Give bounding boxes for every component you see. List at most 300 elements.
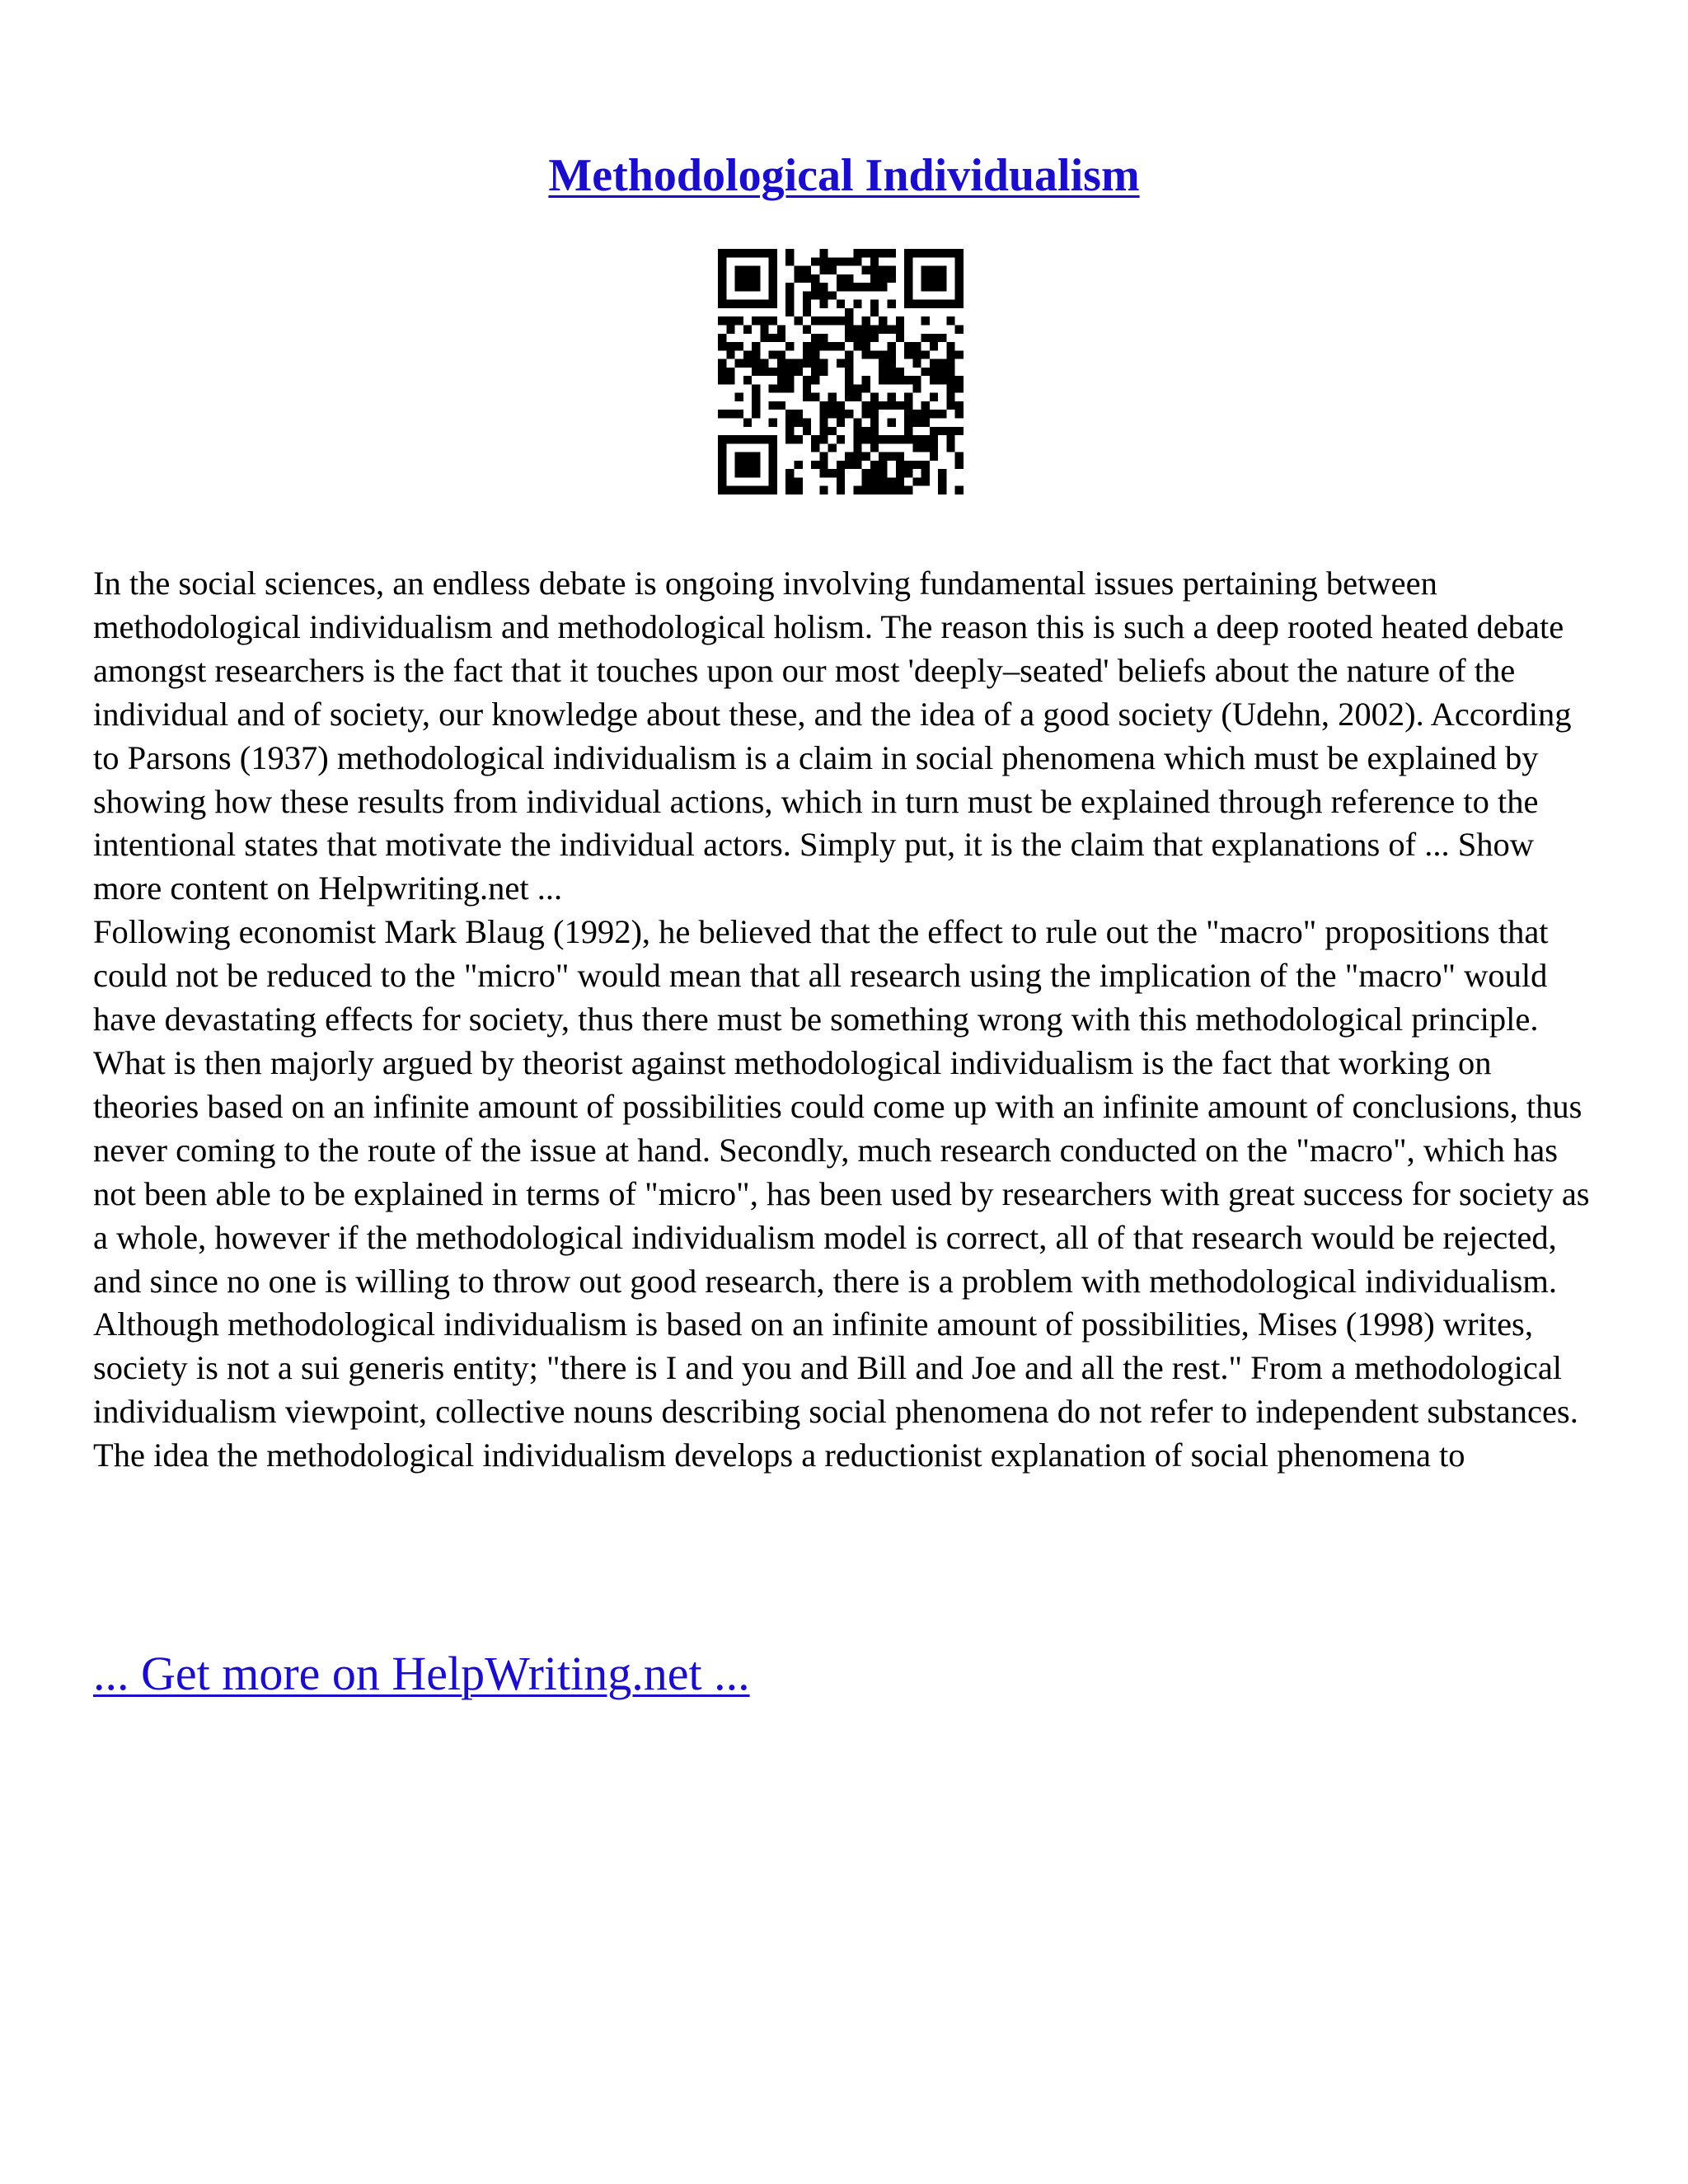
- qr-module: [735, 393, 743, 401]
- qr-module: [853, 435, 861, 443]
- qr-module: [879, 359, 887, 368]
- qr-module: [743, 300, 752, 308]
- qr-module: [752, 469, 760, 477]
- qr-module: [888, 325, 896, 333]
- qr-module: [718, 257, 726, 265]
- qr-module: [819, 368, 828, 376]
- qr-module: [769, 266, 777, 274]
- qr-module: [726, 486, 734, 494]
- qr-module: [718, 486, 726, 494]
- qr-module: [743, 249, 752, 257]
- qr-module: [879, 266, 887, 274]
- qr-module: [743, 419, 752, 427]
- qr-module: [769, 300, 777, 308]
- qr-module: [811, 350, 819, 359]
- qr-module: [819, 316, 828, 325]
- qr-module: [837, 477, 845, 485]
- qr-module: [946, 427, 954, 435]
- qr-module: [785, 283, 794, 291]
- qr-module: [921, 443, 930, 452]
- qr-module: [785, 368, 794, 376]
- qr-module: [819, 419, 828, 427]
- qr-module: [794, 368, 802, 376]
- qr-code-icon: [718, 249, 964, 494]
- qr-module: [938, 283, 946, 291]
- qr-module: [752, 486, 760, 494]
- qr-module: [845, 376, 853, 384]
- qr-module: [785, 384, 794, 392]
- qr-module: [904, 461, 912, 469]
- qr-module: [828, 469, 837, 477]
- qr-module: [853, 384, 861, 392]
- qr-module: [930, 443, 938, 452]
- qr-module: [845, 283, 853, 291]
- qr-module: [769, 477, 777, 485]
- qr-module: [930, 266, 938, 274]
- qr-module: [718, 291, 726, 299]
- qr-module: [930, 274, 938, 283]
- qr-module: [862, 486, 870, 494]
- qr-module: [955, 249, 964, 257]
- qr-module: [769, 401, 777, 410]
- qr-module: [930, 249, 938, 257]
- qr-module: [785, 359, 794, 368]
- qr-module: [938, 249, 946, 257]
- qr-module: [743, 350, 752, 359]
- qr-module: [853, 342, 861, 350]
- qr-module: [718, 266, 726, 274]
- qr-module: [896, 486, 904, 494]
- qr-module: [921, 368, 930, 376]
- qr-module: [803, 359, 811, 368]
- get-more-link-container: [93, 1645, 750, 1703]
- qr-module: [819, 249, 828, 257]
- qr-module: [862, 376, 870, 384]
- qr-module: [904, 274, 912, 283]
- qr-module: [819, 410, 828, 418]
- qr-module: [888, 486, 896, 494]
- qr-module: [879, 477, 887, 485]
- qr-module: [938, 334, 946, 342]
- qr-module: [853, 249, 861, 257]
- qr-module: [785, 419, 794, 427]
- qr-module: [853, 443, 861, 452]
- qr-module: [870, 435, 879, 443]
- qr-module: [803, 393, 811, 401]
- qr-module: [785, 435, 794, 443]
- qr-module: [879, 350, 887, 359]
- qr-module: [828, 410, 837, 418]
- qr-module: [785, 308, 794, 316]
- qr-module: [769, 461, 777, 469]
- qr-module: [743, 283, 752, 291]
- qr-module: [862, 427, 870, 435]
- qr-module: [819, 486, 828, 494]
- qr-module: [752, 359, 760, 368]
- qr-module: [912, 435, 921, 443]
- qr-module: [735, 410, 743, 418]
- qr-module: [743, 359, 752, 368]
- qr-module: [955, 376, 964, 384]
- qr-module: [752, 384, 760, 392]
- qr-module: [955, 291, 964, 299]
- qr-module: [845, 368, 853, 376]
- qr-module: [845, 350, 853, 359]
- qr-module: [811, 342, 819, 350]
- qr-module: [938, 427, 946, 435]
- qr-module: [912, 461, 921, 469]
- qr-module: [785, 486, 794, 494]
- qr-module: [870, 419, 879, 427]
- qr-module: [888, 300, 896, 308]
- qr-module: [803, 342, 811, 350]
- qr-module: [955, 266, 964, 274]
- qr-module: [777, 359, 785, 368]
- qr-module: [837, 435, 845, 443]
- qr-module: [955, 257, 964, 265]
- qr-module: [904, 486, 912, 494]
- qr-module: [743, 325, 752, 333]
- qr-module: [794, 435, 802, 443]
- qr-module: [794, 461, 802, 469]
- qr-module: [769, 316, 777, 325]
- qr-module: [946, 350, 954, 359]
- qr-module: [853, 325, 861, 333]
- qr-module: [870, 410, 879, 418]
- qr-module: [726, 435, 734, 443]
- qr-module: [735, 274, 743, 283]
- title-link[interactable]: Methodological Individualism: [548, 149, 1140, 201]
- qr-module: [819, 469, 828, 477]
- qr-module: [938, 469, 946, 477]
- qr-module: [862, 316, 870, 325]
- qr-module: [769, 257, 777, 265]
- qr-module: [777, 334, 785, 342]
- qr-module: [921, 419, 930, 427]
- article-body: [93, 562, 1601, 1478]
- qr-module: [888, 350, 896, 359]
- qr-module: [735, 435, 743, 443]
- qr-module: [888, 266, 896, 274]
- qr-module: [811, 376, 819, 384]
- qr-module: [845, 325, 853, 333]
- qr-module: [938, 477, 946, 485]
- qr-module: [862, 401, 870, 410]
- qr-module: [930, 435, 938, 443]
- qr-module: [837, 283, 845, 291]
- qr-module: [888, 342, 896, 350]
- qr-module: [896, 452, 904, 461]
- qr-module: [896, 435, 904, 443]
- qr-module: [946, 393, 954, 401]
- qr-module: [819, 257, 828, 265]
- qr-module: [904, 419, 912, 427]
- qr-module: [904, 257, 912, 265]
- page-title: [0, 147, 1688, 204]
- qr-module: [743, 435, 752, 443]
- qr-module: [938, 274, 946, 283]
- qr-module: [930, 393, 938, 401]
- qr-module: [803, 274, 811, 283]
- qr-module: [811, 316, 819, 325]
- qr-module: [803, 376, 811, 384]
- qr-module: [828, 316, 837, 325]
- qr-module: [837, 401, 845, 410]
- qr-module: [921, 300, 930, 308]
- qr-module: [853, 461, 861, 469]
- qr-module: [946, 435, 954, 443]
- qr-module: [853, 486, 861, 494]
- qr-module: [930, 376, 938, 384]
- qr-module: [760, 300, 768, 308]
- qr-module: [921, 410, 930, 418]
- qr-module: [769, 291, 777, 299]
- qr-module: [819, 283, 828, 291]
- qr-module: [845, 257, 853, 265]
- qr-module: [785, 291, 794, 299]
- qr-module: [888, 359, 896, 368]
- qr-module: [930, 283, 938, 291]
- qr-module: [921, 435, 930, 443]
- qr-module: [946, 316, 954, 325]
- qr-module: [718, 283, 726, 291]
- qr-module: [955, 410, 964, 418]
- qr-module: [743, 469, 752, 477]
- qr-module: [921, 274, 930, 283]
- qr-module: [803, 384, 811, 392]
- qr-module: [930, 427, 938, 435]
- qr-module: [769, 249, 777, 257]
- qr-module: [862, 249, 870, 257]
- qr-module: [938, 368, 946, 376]
- qr-module: [896, 334, 904, 342]
- qr-module: [718, 274, 726, 283]
- qr-module: [752, 300, 760, 308]
- qr-module: [718, 477, 726, 485]
- qr-module: [718, 461, 726, 469]
- qr-module: [760, 334, 768, 342]
- qr-module: [769, 443, 777, 452]
- qr-module: [896, 316, 904, 325]
- qr-module: [879, 469, 887, 477]
- qr-module: [718, 368, 726, 376]
- qr-module: [752, 452, 760, 461]
- qr-module: [946, 300, 954, 308]
- qr-module: [735, 249, 743, 257]
- qr-module: [794, 274, 802, 283]
- qr-module: [912, 443, 921, 452]
- qr-module: [769, 469, 777, 477]
- qr-module: [828, 266, 837, 274]
- qr-module: [735, 461, 743, 469]
- paragraph-2: Following economist Mark Blaug (1992), he believed that the effect to rule out the "macro" propositions that could not be reduced to the "micro" would mean that all research using the implication of the "macro" would have devastating effects for society, thus there must be something wrong with this methodological principle. What is then majorly argued by theorist against methodological individualism is the fact that working on theories based on an infinite amount of possibilities could come up with an infinite amount of conclusions, thus never coming to the route of the issue at hand. Secondly, much research conducted on the "macro", which has not been able to be explained in terms of "micro", has been used by researchers with great success for society as a whole, however if the methodological individualism model is correct, all of that research would be rejected, and since no one is willing to throw out good research, there is a problem with methodological individualism. Although methodological individualism is based on an infinite amount of possibilities, Mises (1998) writes, society is not a sui generis entity; "there is I and you and Bill and Joe and all the rest." From a methodological individualism viewpoint, collective nouns describing social phenomena do not refer to independent substances. The idea the methodological individualism develops a reductionist explanation of social phenomena to: [93, 913, 1590, 1474]
- qr-module: [743, 486, 752, 494]
- get-more-link[interactable]: ... Get more on HelpWriting.net ...: [93, 1647, 750, 1700]
- qr-module: [870, 427, 879, 435]
- qr-module: [837, 342, 845, 350]
- qr-module: [803, 325, 811, 333]
- qr-module: [912, 359, 921, 368]
- qr-module: [752, 266, 760, 274]
- qr-module: [769, 435, 777, 443]
- qr-module: [912, 419, 921, 427]
- qr-module: [870, 283, 879, 291]
- qr-module: [752, 283, 760, 291]
- qr-module: [769, 486, 777, 494]
- qr-module: [862, 350, 870, 359]
- qr-module: [870, 393, 879, 401]
- qr-module: [785, 249, 794, 257]
- qr-module: [862, 266, 870, 274]
- qr-module: [718, 300, 726, 308]
- qr-module: [888, 435, 896, 443]
- qr-module: [760, 325, 768, 333]
- qr-module: [921, 334, 930, 342]
- qr-module: [845, 334, 853, 342]
- qr-module: [896, 461, 904, 469]
- qr-module: [896, 477, 904, 485]
- qr-module: [955, 452, 964, 461]
- qr-module: [828, 257, 837, 265]
- qr-module: [769, 452, 777, 461]
- qr-module: [726, 300, 734, 308]
- qr-module: [879, 461, 887, 469]
- qr-module: [946, 376, 954, 384]
- qr-module: [870, 266, 879, 274]
- qr-module: [955, 300, 964, 308]
- qr-module: [735, 359, 743, 368]
- qr-module: [785, 410, 794, 418]
- qr-module: [837, 410, 845, 418]
- qr-module: [752, 274, 760, 283]
- qr-module: [921, 469, 930, 477]
- qr-module: [870, 469, 879, 477]
- qr-module: [735, 486, 743, 494]
- qr-module: [912, 300, 921, 308]
- qr-module: [888, 274, 896, 283]
- qr-module: [819, 342, 828, 350]
- qr-module: [718, 342, 726, 350]
- qr-module: [828, 393, 837, 401]
- qr-module: [760, 316, 768, 325]
- qr-module: [718, 435, 726, 443]
- qr-module: [888, 477, 896, 485]
- qr-module: [803, 350, 811, 359]
- qr-module: [760, 368, 768, 376]
- qr-module: [862, 325, 870, 333]
- qr-module: [921, 350, 930, 359]
- qr-module: [888, 401, 896, 410]
- qr-module: [912, 384, 921, 392]
- qr-module: [845, 316, 853, 325]
- qr-module: [853, 283, 861, 291]
- qr-module: [930, 342, 938, 350]
- qr-module: [769, 334, 777, 342]
- qr-module: [946, 384, 954, 392]
- qr-module: [760, 435, 768, 443]
- qr-module: [938, 266, 946, 274]
- qr-module: [896, 469, 904, 477]
- qr-module: [888, 452, 896, 461]
- qr-module: [879, 435, 887, 443]
- qr-module: [862, 384, 870, 392]
- qr-module: [718, 376, 726, 384]
- qr-module: [921, 461, 930, 469]
- qr-module: [777, 384, 785, 392]
- qr-module: [819, 461, 828, 469]
- qr-module: [896, 376, 904, 384]
- qr-module: [743, 376, 752, 384]
- qr-module: [752, 435, 760, 443]
- qr-module: [828, 443, 837, 452]
- qr-module: [837, 469, 845, 477]
- qr-module: [904, 350, 912, 359]
- qr-module: [921, 316, 930, 325]
- qr-module: [752, 342, 760, 350]
- qr-module: [735, 469, 743, 477]
- qr-module: [735, 300, 743, 308]
- qr-module: [785, 477, 794, 485]
- qr-module: [845, 308, 853, 316]
- qr-module: [819, 427, 828, 435]
- qr-module: [752, 350, 760, 359]
- qr-module: [946, 359, 954, 368]
- qr-module: [803, 419, 811, 427]
- qr-module: [862, 410, 870, 418]
- qr-module: [726, 249, 734, 257]
- qr-module: [904, 249, 912, 257]
- qr-module: [853, 300, 861, 308]
- qr-module: [726, 350, 734, 359]
- qr-module: [794, 359, 802, 368]
- qr-module: [811, 257, 819, 265]
- qr-module: [837, 359, 845, 368]
- qr-module: [904, 376, 912, 384]
- qr-module: [803, 300, 811, 308]
- qr-module: [811, 274, 819, 283]
- qr-module: [946, 443, 954, 452]
- qr-module: [819, 359, 828, 368]
- qr-module: [912, 342, 921, 350]
- qr-module: [930, 300, 938, 308]
- qr-module: [845, 452, 853, 461]
- qr-module: [862, 452, 870, 461]
- qr-module: [955, 401, 964, 410]
- qr-module: [870, 443, 879, 452]
- qr-module: [870, 401, 879, 410]
- qr-module: [828, 401, 837, 410]
- qr-module: [718, 410, 726, 418]
- qr-module: [853, 419, 861, 427]
- qr-module: [845, 359, 853, 368]
- qr-module: [769, 283, 777, 291]
- qr-module: [896, 401, 904, 410]
- qr-module: [921, 283, 930, 291]
- qr-module: [837, 300, 845, 308]
- qr-module: [845, 393, 853, 401]
- qr-module: [828, 291, 837, 299]
- qr-module: [777, 368, 785, 376]
- qr-module: [735, 266, 743, 274]
- qr-module: [794, 316, 802, 325]
- qr-module: [769, 419, 777, 427]
- qr-module: [955, 384, 964, 392]
- qr-module: [718, 249, 726, 257]
- qr-module: [837, 419, 845, 427]
- qr-module: [743, 266, 752, 274]
- qr-module: [785, 469, 794, 477]
- qr-module: [930, 368, 938, 376]
